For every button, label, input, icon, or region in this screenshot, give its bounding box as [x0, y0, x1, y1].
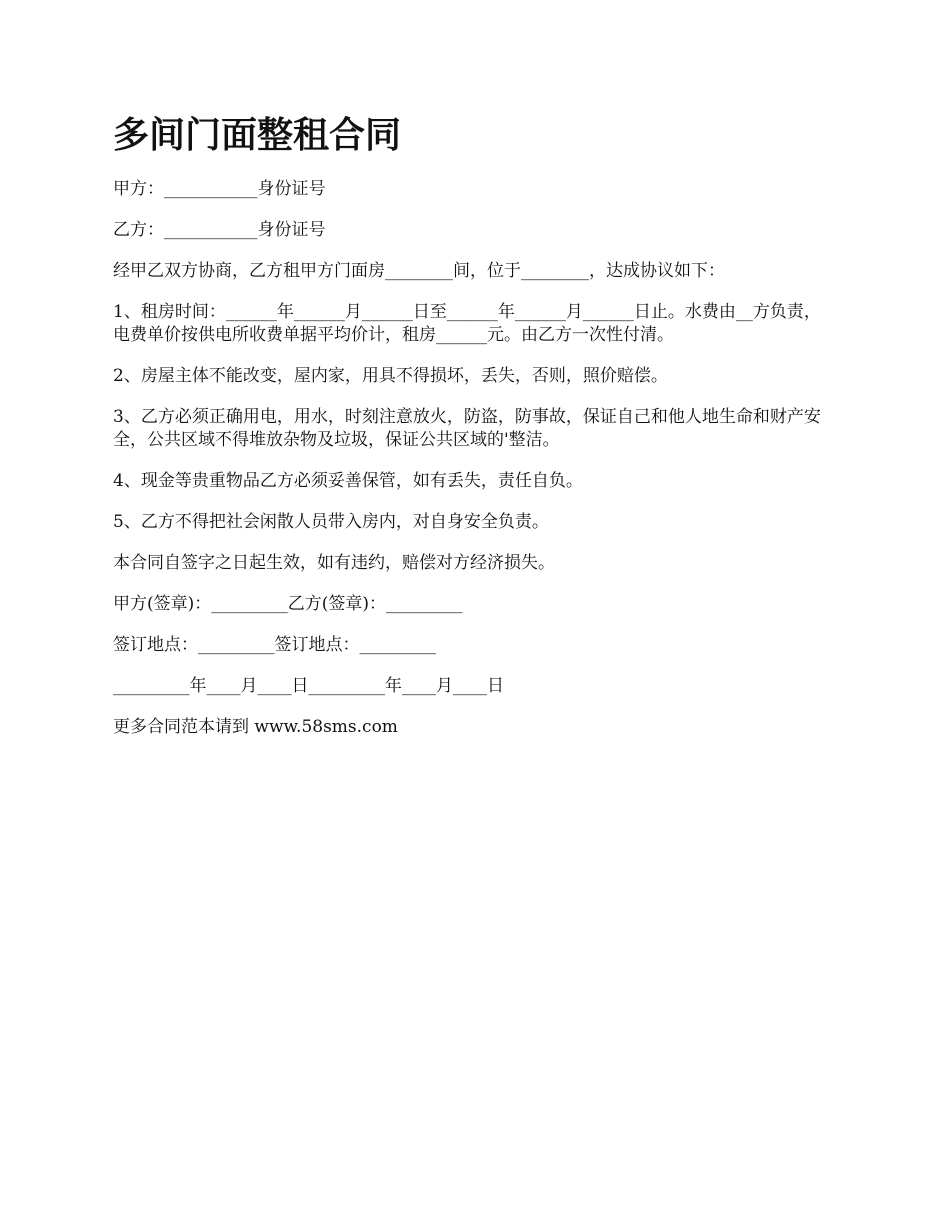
signature-line: 甲方(签章)：_________乙方(签章)：_________ — [113, 594, 463, 614]
party-b-line: 乙方：___________身份证号 — [113, 220, 326, 240]
document-title: 多间门面整租合同 — [113, 115, 402, 156]
date-line: _________年____月____日_________年____月____日 — [113, 676, 504, 696]
contract-page — [113, 110, 835, 757]
effective-clause: 本合同自签字之日起生效，如有违约，赔偿对方经济损失。 — [113, 553, 555, 573]
clause-1: 1、租房时间：______年______月______日至______年______月______日止。水费由__方负责，电费单价按供电所收费单据平均价计，租房______元。由乙方一次性付清。 — [113, 302, 821, 345]
clause-4: 4、现金等贵重物品乙方必须妥善保管，如有丢失，责任自负。 — [113, 471, 583, 491]
clause-2: 2、房屋主体不能改变，屋内家，用具不得损坏，丢失，否则，照价赔偿。 — [113, 366, 668, 386]
clause-3: 3、乙方必须正确用电，用水，时刻注意放火，防盗，防事故，保证自己和他人地生命和财产安全，公共区域不得堆放杂物及垃圾，保证公共区域的'整洁。 — [113, 407, 821, 450]
signing-location-line: 签订地点：_________签订地点：_________ — [113, 635, 436, 655]
party-a-line: 甲方：___________身份证号 — [113, 179, 326, 199]
footer-link-text: 更多合同范本请到 www.58sms.com — [113, 717, 398, 737]
clause-5: 5、乙方不得把社会闲散人员带入房内，对自身安全负责。 — [113, 512, 549, 532]
agreement-intro: 经甲乙双方协商，乙方租甲方门面房________间，位于________，达成协议如下： — [113, 261, 725, 281]
